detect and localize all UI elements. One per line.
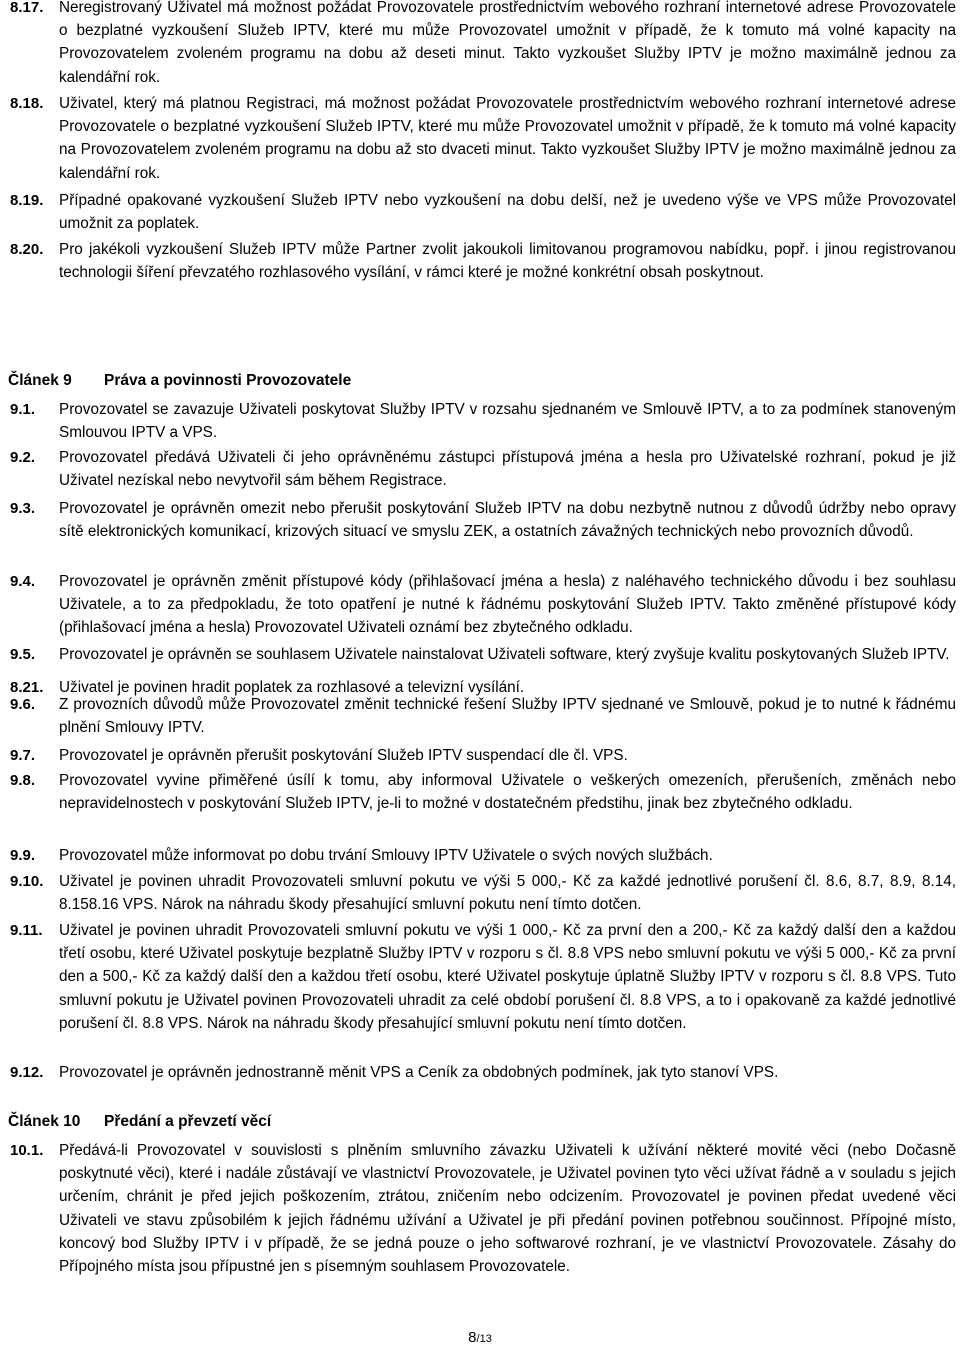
clause-text: Provozovatel je oprávněn změnit přístupové kódy (přihlašovací jména a hesla) z naléhavého technického důvodu i bez souhlasu Uživatele, a to za předpokladu, že toto opatření je nutné k řádnému poskytování Služeb IPTV. Takto změněné přístupové kódy (přihlašovací jména a hesla) Provozovatel Uživateli oznámí bez zbytečného odkladu. xyxy=(59,573,956,637)
clause-text: Provozovatel je oprávněn jednostranně měnit VPS a Ceník za obdobných podmínek, jak tyto stanoví VPS. xyxy=(59,1064,779,1081)
clause-number: 8.21. xyxy=(10,679,44,696)
clause xyxy=(10,1061,956,1084)
clause-text: Provozovatel předává Uživateli či jeho oprávněnému zástupci přístupová jména a hesla pro Uživatelské rozhraní, pokud je již Uživatel nezískal nebo nevytvořil sám během Registrace. xyxy=(59,449,956,490)
clause-number: 9.6. xyxy=(10,696,36,713)
clause-number: 9.2. xyxy=(10,449,36,466)
clause-number: 9.8. xyxy=(10,772,36,789)
clause-number: 8.18. xyxy=(10,95,44,112)
clause xyxy=(10,446,956,492)
clause xyxy=(10,238,956,284)
clause xyxy=(10,497,956,543)
clause-number: 10.1. xyxy=(10,1142,44,1159)
article-heading xyxy=(8,1112,271,1132)
clause-number: 9.7. xyxy=(10,747,36,764)
clause-number: 8.17. xyxy=(10,0,44,16)
clause-number: 8.19. xyxy=(10,192,44,209)
clause-number: 9.12. xyxy=(10,1064,44,1081)
clause-text: Pro jakékoli vyzkoušení Služeb IPTV může Partner zvolit jakoukoli limitovanou programovou nabídku, popř. i jinou registrovanou technologii šíření převzatého rozhlasového vysílání, v rámci které je možné konkrétní obsah poskytnout. xyxy=(59,241,956,282)
clause xyxy=(10,92,956,185)
clause xyxy=(10,189,956,235)
clause-text: Provozovatel je oprávněn omezit nebo přerušit poskytování Služeb IPTV na dobu nezbytně nutnou z důvodů údržby nebo opravy sítě elektronických komunikací, krizových situací ve smyslu ZEK, a ostatních závažných technických nebo provozních důvodů. xyxy=(59,500,956,541)
clause-text: Provozovatel je oprávněn se souhlasem Uživatele nainstalovat Uživateli software, který zvyšuje kvalitu poskytovaných Služeb IPTV. xyxy=(59,646,950,663)
article-heading xyxy=(8,371,351,391)
clause-text: Neregistrovaný Uživatel má možnost požádat Provozovatele prostřednictvím webového rozhraní internetové adrese Provozovatele o bezplatné vyzkoušení Služeb IPTV, které mu může Provozovatel umožnit v případě, že k tomuto má volné kapacity na Provozovatelem zvoleném programu na dobu až deseti minut. Takto vyzkoušet Služby IPTV je možno maximálně jednou za kalendářní rok. xyxy=(59,0,956,86)
clause-number: 9.9. xyxy=(10,847,36,864)
clause-text: Uživatel, který má platnou Registraci, má možnost požádat Provozovatele prostřednictvím webového rozhraní internetové adrese Provozovatele o bezplatné vyzkoušení Služeb IPTV, které mu může Provozovatel umožnit v případě, že k tomuto má volné kapacity na Provozovatelem zvoleném programu na dobu až sto dvaceti minut. Takto vyzkoušet Služby IPTV je možno maximálně jednou za kalendářní rok. xyxy=(59,95,956,182)
clause xyxy=(10,643,956,666)
clause-text: Uživatel je povinen hradit poplatek za rozhlasové a televizní vysílání. xyxy=(59,679,525,696)
clause xyxy=(10,919,956,1035)
clause-text: Předává-li Provozovatel v souvislosti s plněním smluvního závazku Uživateli k užívání některé movité věci (nebo Dočasně poskytnuté věci), které i nadále zůstávají ve vlastnictví Provozovatele, je Uživatel povinen tyto věci užívat řádně a v souladu s jejich určením, chránit je před jejich poškozením, ztrátou, zničením nebo odcizením. Provozovatel je povinen předat uvedené věci Uživateli ve stavu způsobilém k jejich řádnému užívání a Uživatel je při předání povinen potřebnou součinnost. Přípojné místo, koncový bod Služby IPTV i v případě, že se jedná pouze o jeho softwarové rozhraní, je ve vlastnictví Provozovatele. Zásahy do Přípojného místa jsou přípustné jen s písemným souhlasem Provozovatele. xyxy=(59,1142,956,1276)
article-title: Práva a povinnosti Provozovatele xyxy=(104,372,352,389)
clause-text: Uživatel je povinen uhradit Provozovateli smluvní pokutu ve výši 5 000,- Kč za každé jednotlivé porušení čl. 8.6, 8.7, 8.9, 8.14, 8.158.16 VPS. Nárok na náhradu škody přesahující smluvní pokutu není tímto dotčen. xyxy=(59,873,956,914)
clause xyxy=(10,693,956,739)
clause-text: Provozovatel se zavazuje Uživateli poskytovat Služby IPTV v rozsahu sjednaném ve Smlouvě IPTV, a to za podmínek stanoveným Smlouvou IPTV a VPS. xyxy=(59,401,956,442)
clause-text: Z provozních důvodů může Provozovatel změnit technické řešení Služby IPTV sjednané ve Smlouvě, pokud je to nutné k řádnému plnění Smlouvy IPTV. xyxy=(59,696,956,737)
article-number: Článek 9 xyxy=(8,372,72,389)
current-page: 8 xyxy=(468,1329,477,1346)
clause xyxy=(10,570,956,640)
page-number xyxy=(0,1329,960,1348)
clause-number: 9.10. xyxy=(10,873,44,890)
clause-number: 9.11. xyxy=(10,922,43,939)
clause xyxy=(10,744,956,767)
clause-text: Provozovatel může informovat po dobu trvání Smlouvy IPTV Uživatele o svých nových službách. xyxy=(59,847,713,864)
clause xyxy=(10,769,956,815)
clause-text: Provozovatel je oprávněn přerušit poskytování Služeb IPTV suspendací dle čl. VPS. xyxy=(59,747,628,764)
clause xyxy=(10,1139,956,1278)
clause-text: Případné opakované vyzkoušení Služeb IPTV nebo vyzkoušení na dobu delší, než je uvedeno výše ve VPS může Provozovatel umožnit za poplatek. xyxy=(59,192,956,233)
article-number: Článek 10 xyxy=(8,1113,81,1130)
clause xyxy=(10,0,956,89)
clause-number: 9.5. xyxy=(10,646,36,663)
clause-text: Provozovatel vyvine přiměřené úsílí k tomu, aby informoval Uživatele o veškerých omezeních, přerušeních, změnách nebo nepravidelnostech v poskytování Služeb IPTV, je-li to možné v dostatečném předstihu, jinak bez zbytečného odkladu. xyxy=(59,772,956,813)
clause-number: 9.1. xyxy=(10,401,36,418)
clause xyxy=(10,844,956,867)
clause-number: 9.3. xyxy=(10,500,36,517)
clause-number: 8.20. xyxy=(10,241,44,258)
clause-text: Uživatel je povinen uhradit Provozovateli smluvní pokutu ve výši 1 000,- Kč za první den a 200,- Kč za každý další den a každou třetí osobu, které Uživatel poskytuje bezplatně Služby IPTV v rozporu s čl. 8.8 VPS nebo smluvní pokutu ve výši 5 000,- Kč za první den a 500,- Kč za každý další den a každou třetí osobu, které Uživatel poskytuje úplatně Služby IPTV v rozporu s čl. 8.8 VPS. Tuto smluvní pokutu je Uživatel povinen Provozovateli uhradit za celé období porušení čl. 8.8 VPS, a to i opakovaně za každé jednotlivé porušení čl. 8.8 VPS. Nárok na náhradu škody přesahující smluvní pokutu není tímto dotčen. xyxy=(59,922,956,1032)
total-pages: /13 xyxy=(476,1333,492,1345)
article-title: Předání a převzetí věcí xyxy=(104,1113,272,1130)
clause xyxy=(10,398,956,444)
clause xyxy=(10,870,956,916)
clause-number: 9.4. xyxy=(10,573,36,590)
